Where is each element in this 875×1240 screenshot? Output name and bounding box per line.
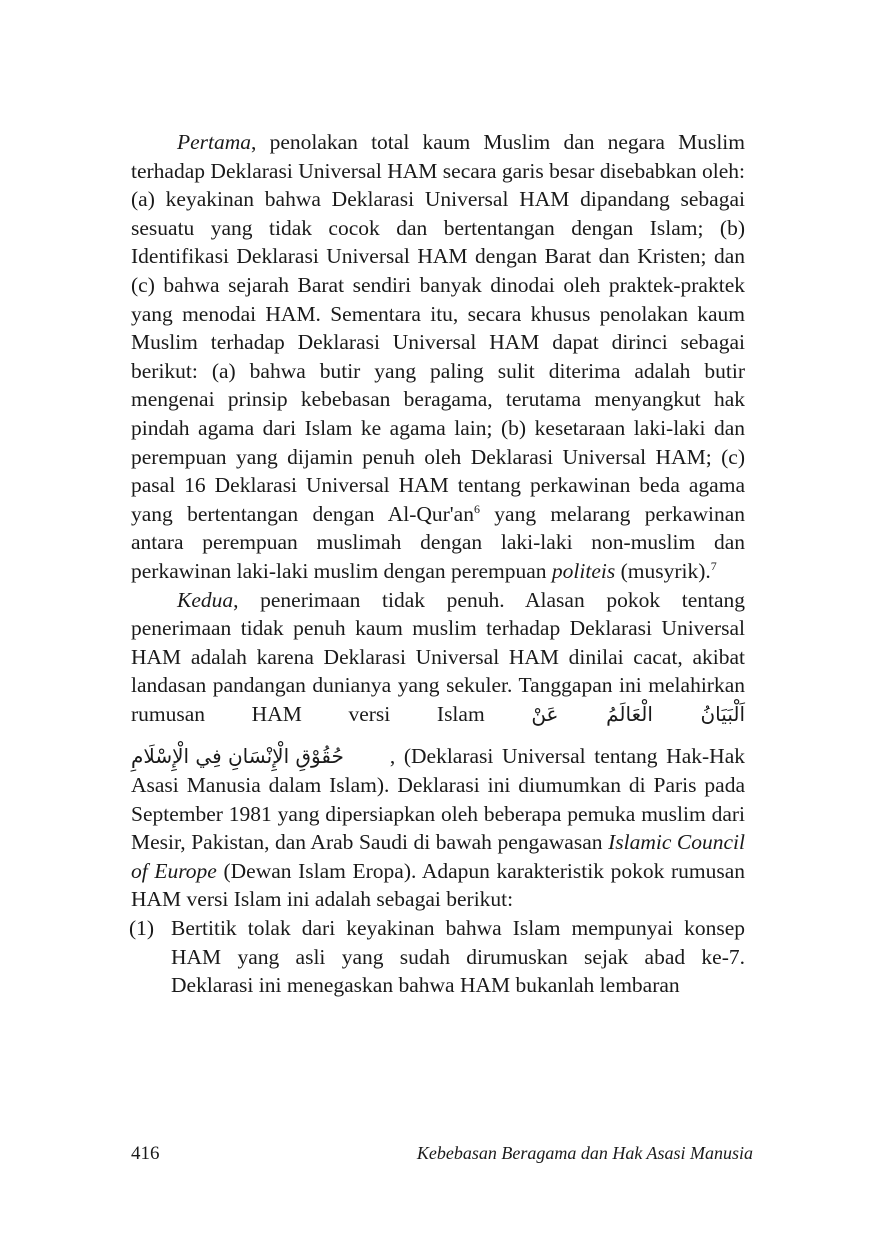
italic-term: Islamic Council of Europe xyxy=(131,830,745,883)
paragraph-lead-term: Kedua xyxy=(177,587,234,612)
page-number: 416 xyxy=(131,1143,160,1164)
arabic-title-part-2: حُقُوْقِ الْإِنْسَانِ فِي الْإِسْلَامِ xyxy=(131,744,344,769)
paragraph-kedua xyxy=(131,586,745,915)
list-item xyxy=(131,914,745,1000)
italic-term: politeis xyxy=(551,558,616,583)
running-title: Kebebasan Beragama dan Hak Asasi Manusia xyxy=(416,1143,753,1163)
arabic-title-part-1: اَلْبَيَانُ الْعَالَمُ عَنْ xyxy=(531,701,745,726)
list-item-text: Bertitik tolak dari keyakinan bahwa Islam mempunyai konsep HAM yang asli yang sudah dirumuskan sejak abad ke-7. Deklarasi ini menegaskan bahwa HAM bukanlah lembaran xyxy=(171,916,745,998)
list-marker: (1) xyxy=(129,916,155,941)
paragraph-lead-term: Pertama xyxy=(177,130,252,154)
paragraph-text: (musyrik). xyxy=(615,558,711,583)
footnote-reference[interactable]: 6 xyxy=(473,501,480,516)
footnote-reference[interactable]: 7 xyxy=(710,558,717,573)
paragraph-text: (Dewan Islam Eropa). Adapun karakteristik pokok rumusan HAM versi Islam ini adalah sebagai berikut: xyxy=(131,858,745,912)
paragraph-text: , (Deklarasi Universal tentang Hak-Hak Asasi Manusia dalam Islam). Deklarasi ini diumumkan di Paris pada September 1981 yang dipersiapkan oleh beberapa pemuka muslim dari Mesir, Pakistan, dan Arab Saudi di bawah pengawasan xyxy=(131,744,745,855)
paragraph-text: , penerimaan tidak penuh. Alasan pokok tentang penerimaan tidak penuh kaum muslim terhadap Deklarasi Universal HAM adalah karena Deklarasi Universal HAM dinilai cacat, akibat landasan pandangan dunianya yang sekuler. Tanggapan ini melahirkan rumusan HAM versi Islam xyxy=(131,587,745,726)
paragraph-text: , penolakan total kaum Muslim dan negara Muslim terhadap Deklarasi Universal HAM secara garis besar disebabkan oleh: (a) keyakinan bahwa Deklarasi Universal HAM dipandang sebagai sesuatu yang tidak cocok dan bertentangan dengan Islam; (b) Identifikasi Deklarasi Universal HAM dengan Barat dan Kristen; dan (c) bahwa sejarah Barat sendiri banyak dinodai oleh praktek-praktek yang menodai HAM. Sementara itu, secara khusus penolakan kaum Muslim terhadap Deklarasi Universal HAM dapat dirinci sebagai berikut: (a) bahwa butir yang paling sulit diterima adalah butir mengenai prinsip kebebasan beragama, terutama menyangkut hak pindah agama dari Islam ke agama lain; (b) kesetaraan laki-laki dan perempuan yang dijamin penuh oleh Deklarasi Universal HAM; (c) pasal 16 Deklarasi Universal HAM tentang perkawinan beda agama yang bertentangan dengan Al-Qur'an xyxy=(131,130,745,526)
page-body xyxy=(131,128,745,1000)
paragraph-pertama xyxy=(131,128,745,586)
paragraph-text: yang melarang perkawinan antara perempuan muslimah dengan laki-laki non-muslim dan perkawinan laki-laki muslim dengan perempuan xyxy=(131,501,745,583)
